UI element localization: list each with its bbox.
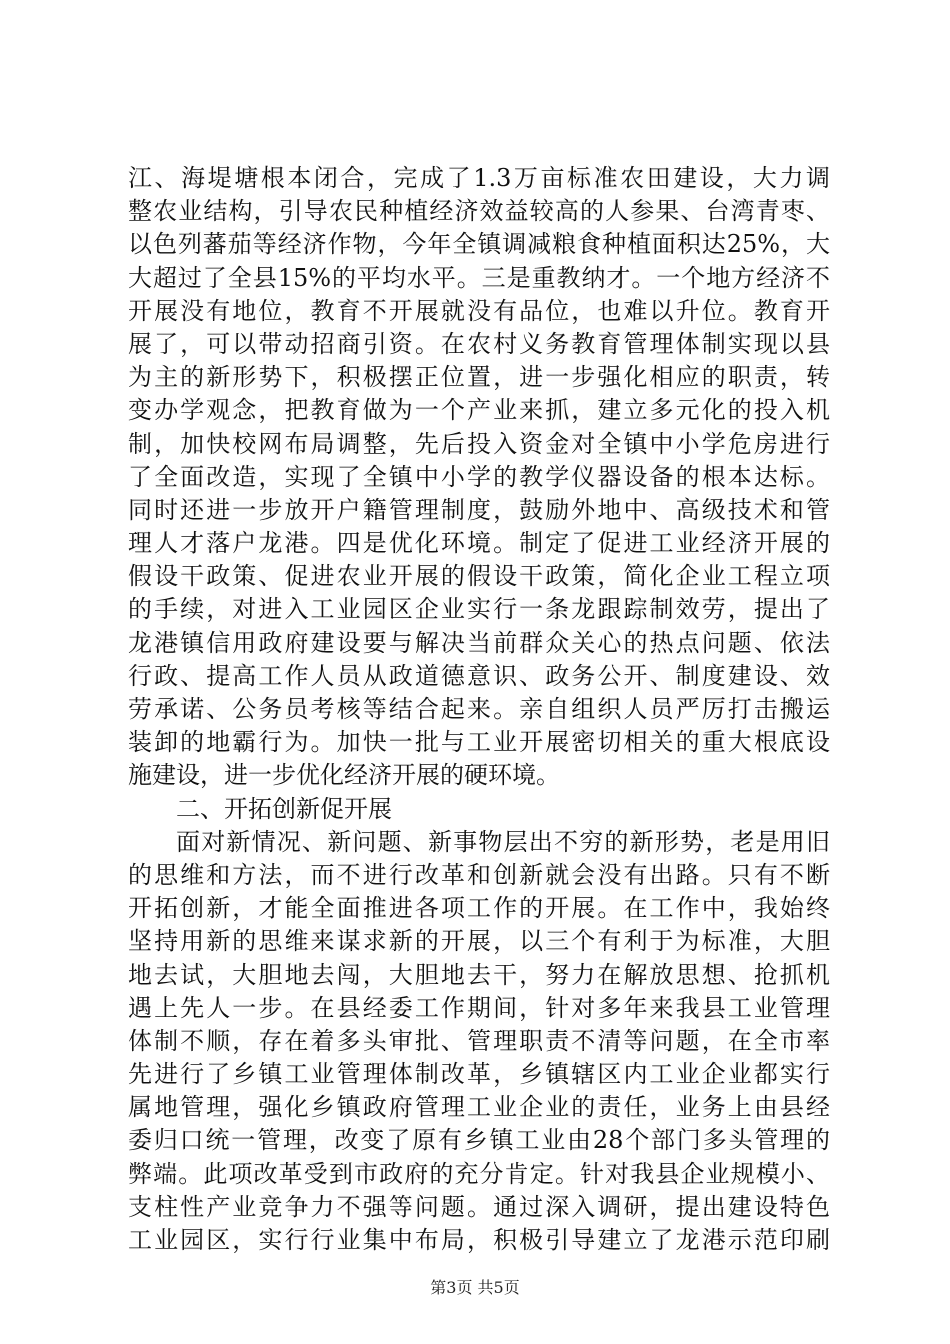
text-line: 展了，可以带动招商引资。在农村义务教育管理体制实现以县 — [128, 329, 830, 358]
text-line: 面对新情况、新问题、新事物层出不穷的新形势，老是用旧 — [176, 827, 830, 856]
text-line: 同时还进一步放开户籍管理制度，鼓励外地中、高级技术和管 — [128, 495, 830, 524]
text-line: 整农业结构，引导农民种植经济效益较高的人参果、台湾青枣、 — [128, 197, 830, 226]
text-line: 制，加快校网布局调整，先后投入资金对全镇中小学危房进行 — [128, 429, 830, 458]
text-line: 假设干政策、促进农业开展的假设干政策，简化企业工程立项 — [128, 562, 830, 591]
text-line: 施建设，进一步优化经济开展的硬环境。 — [128, 761, 560, 790]
text-line: 的思维和方法，而不进行改革和创新就会没有出路。只有不断 — [128, 860, 830, 889]
text-line: 属地管理，强化乡镇政府管理工业企业的责任，业务上由县经 — [128, 1093, 830, 1122]
text-line: 龙港镇信用政府建设要与解决当前群众关心的热点问题、依法 — [128, 628, 830, 657]
text-line: 以色列蕃茄等经济作物，今年全镇调减粮食种植面积达25%，大 — [128, 230, 830, 259]
text-line: 开拓创新，才能全面推进各项工作的开展。在工作中，我始终 — [128, 894, 830, 923]
text-line: 坚持用新的思维来谋求新的开展，以三个有利于为标准，大胆 — [128, 927, 830, 956]
paragraph-1 — [128, 162, 830, 793]
page-number: 第3页 共5页 — [430, 1278, 520, 1297]
text-line: 江、海堤塘根本闭合，完成了1.3万亩标准农田建设，大力调 — [128, 164, 830, 192]
paragraph-2 — [128, 826, 830, 1257]
text-line: 变办学观念，把教育做为一个产业来抓，建立多元化的投入机 — [128, 396, 830, 425]
document-body — [128, 162, 830, 1257]
text-line: 的手续，对进入工业园区企业实行一条龙跟踪制效劳，提出了 — [128, 595, 830, 624]
text-line: 装卸的地霸行为。加快一批与工业开展密切相关的重大根底设 — [128, 728, 830, 757]
text-line: 工业园区，实行行业集中布局，积极引导建立了龙港示范印刷 — [128, 1226, 830, 1254]
text-line: 先进行了乡镇工业管理体制改革，乡镇辖区内工业企业都实行 — [128, 1060, 830, 1089]
section-heading: 二、开拓创新促开展 — [176, 794, 392, 823]
text-line: 理人才落户龙港。四是优化环境。制定了促进工业经济开展的 — [128, 529, 830, 558]
text-line: 劳承诺、公务员考核等结合起来。亲自组织人员严厉打击搬运 — [128, 695, 830, 723]
text-line: 委归口统一管理，改变了原有乡镇工业由28个部门多头管理的 — [128, 1126, 830, 1155]
text-line: 弊端。此项改革受到市政府的充分肯定。针对我县企业规模小、 — [128, 1159, 830, 1188]
text-line: 开展没有地位，教育不开展就没有品位，也难以升位。教育开 — [128, 296, 830, 325]
text-line: 了全面改造，实现了全镇中小学的教学仪器设备的根本达标。 — [128, 462, 830, 491]
text-line: 遇上先人一步。在县经委工作期间，针对多年来我县工业管理 — [128, 993, 830, 1022]
text-line: 支柱性产业竞争力不强等问题。通过深入调研，提出建设特色 — [128, 1192, 830, 1221]
text-line: 为主的新形势下，积极摆正位置，进一步强化相应的职责，转 — [128, 363, 830, 392]
text-line: 大超过了全县15%的平均水平。三是重教纳才。一个地方经济不 — [128, 263, 830, 292]
text-line: 地去试，大胆地去闯，大胆地去干，努力在解放思想、抢抓机 — [128, 960, 830, 989]
text-line: 体制不顺，存在着多头审批、管理职责不清等问题，在全市率 — [128, 1026, 830, 1055]
text-line: 行政、提高工作人员从政道德意识、政务公开、制度建设、效 — [128, 661, 830, 690]
